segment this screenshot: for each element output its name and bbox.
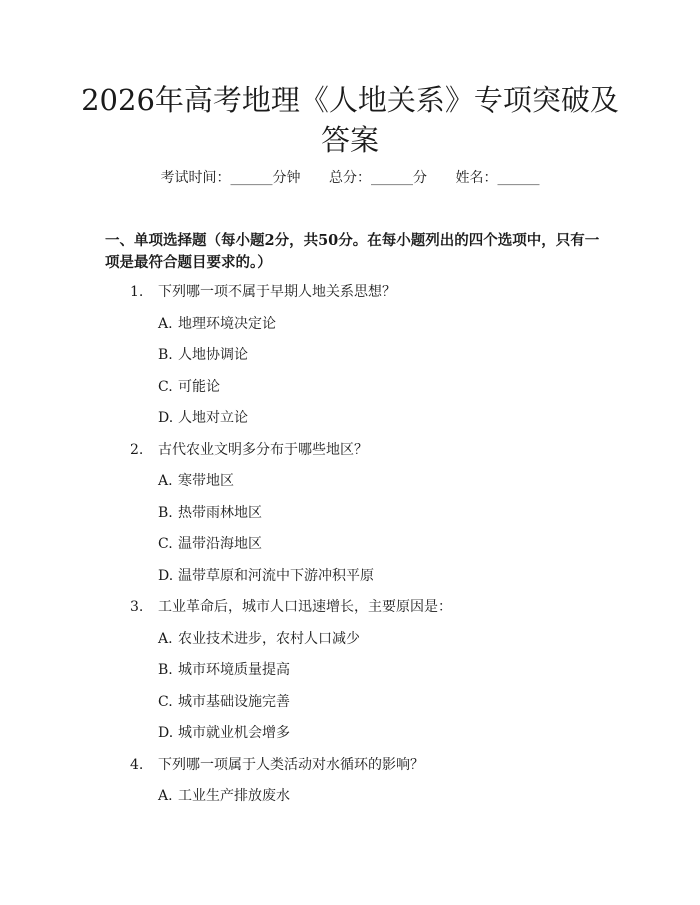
exam-time-field: 考试时间：______分钟 <box>160 170 301 186</box>
question-number: 4. <box>130 756 144 773</box>
option-item <box>0 339 700 371</box>
question-number: 2. <box>130 441 144 458</box>
option-text: 地理环境决定论 <box>178 315 276 332</box>
option-letter: A. <box>158 788 173 804</box>
option-item <box>0 686 700 718</box>
option-item <box>0 528 700 560</box>
option-letter: B. <box>158 504 173 521</box>
option-item <box>0 371 700 403</box>
option-text: 工业生产排放废水 <box>178 788 290 804</box>
option-text: 农业技术进步，农村人口减少 <box>178 630 360 647</box>
question-stem <box>0 749 700 781</box>
section-heading: 一、单项选择题（每小题2分，共50分。在每小题列出的四个选项中，只有一项是最符合题目要求的。） <box>105 232 600 271</box>
option-letter: C. <box>158 378 173 395</box>
option-item <box>0 780 700 812</box>
option-text: 人地对立论 <box>178 410 248 426</box>
option-item <box>0 717 700 749</box>
option-letter: B. <box>158 662 173 678</box>
option-item <box>0 497 700 529</box>
exam-meta-line <box>0 168 700 188</box>
option-letter: B. <box>158 347 173 363</box>
question-stem <box>0 591 700 623</box>
option-item <box>0 560 700 592</box>
question-item <box>0 276 700 434</box>
question-text: 下列哪一项属于人类活动对水循环的影响？ <box>158 756 424 773</box>
page-title: 2026年高考地理《人地关系》专项突破及答案 <box>81 83 619 157</box>
question-item <box>0 434 700 592</box>
question-number: 1. <box>130 284 144 300</box>
option-letter: C. <box>158 536 173 552</box>
option-text: 温带草原和河流中下游冲积平原 <box>178 567 374 584</box>
option-text: 热带雨林地区 <box>178 504 262 521</box>
option-letter: D. <box>158 567 174 584</box>
total-score-field: 总分：______分 <box>329 170 427 186</box>
student-name-field: 姓名：______ <box>455 170 540 186</box>
option-text: 城市基础设施完善 <box>178 693 290 710</box>
option-item <box>0 308 700 340</box>
option-text: 温带沿海地区 <box>178 536 262 552</box>
option-item <box>0 402 700 434</box>
question-item <box>0 591 700 749</box>
question-text: 下列哪一项不属于早期人地关系思想？ <box>158 284 396 300</box>
question-list <box>0 276 700 812</box>
option-text: 城市环境质量提高 <box>178 662 290 678</box>
option-item <box>0 654 700 686</box>
question-number: 3. <box>130 599 144 615</box>
option-letter: C. <box>158 693 173 710</box>
option-letter: D. <box>158 725 174 741</box>
question-text: 工业革命后，城市人口迅速增长，主要原因是： <box>158 599 452 615</box>
option-text: 寒带地区 <box>178 473 234 489</box>
option-letter: A. <box>158 315 173 332</box>
option-letter: A. <box>158 630 173 647</box>
option-text: 可能论 <box>178 378 220 395</box>
option-text: 人地协调论 <box>178 347 248 363</box>
question-text: 古代农业文明多分布于哪些地区？ <box>158 441 368 458</box>
question-stem <box>0 276 700 308</box>
option-item <box>0 465 700 497</box>
option-item <box>0 623 700 655</box>
question-item <box>0 749 700 812</box>
option-letter: A. <box>158 473 173 489</box>
option-letter: D. <box>158 410 174 426</box>
question-stem <box>0 434 700 466</box>
option-text: 城市就业机会增多 <box>178 725 290 741</box>
